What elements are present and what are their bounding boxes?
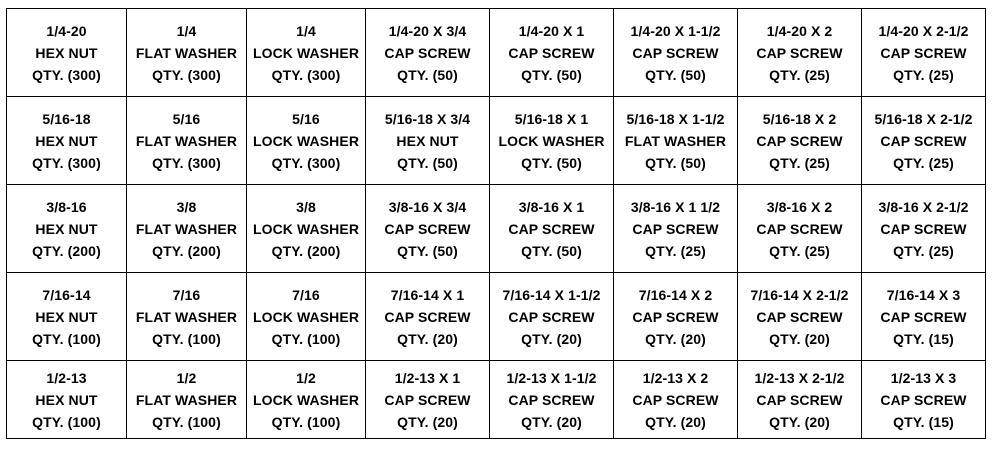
hardware-label-cell (490, 361, 614, 439)
label-type: LOCK WASHER (498, 132, 605, 149)
label-size: 7/16 (292, 286, 320, 303)
label-size: 3/8-16 X 2 (766, 198, 833, 215)
grid-body (7, 9, 986, 439)
label-size: 1/4-20 (46, 22, 87, 39)
label-type: CAP SCREW (756, 44, 843, 61)
label-type: CAP SCREW (632, 220, 719, 237)
label-size: 5/16 (292, 110, 320, 127)
label-qty: QTY. (20) (645, 330, 706, 347)
label-size: 3/8-16 X 1 1/2 (630, 198, 721, 215)
hardware-label-cell (738, 185, 862, 273)
label-qty: QTY. (20) (397, 413, 458, 430)
label-type: HEX NUT (35, 391, 98, 408)
label-type: FLAT WASHER (135, 308, 238, 325)
label-qty: QTY. (50) (397, 66, 458, 83)
label-size: 1/4 (296, 22, 316, 39)
label-qty: QTY. (25) (893, 154, 954, 171)
label-qty: QTY. (200) (152, 242, 221, 259)
hardware-label-grid (6, 8, 986, 439)
hardware-label-cell (127, 273, 247, 361)
hardware-label-cell (7, 273, 127, 361)
hardware-label-cell (366, 361, 490, 439)
label-qty: QTY. (100) (32, 330, 101, 347)
label-type: LOCK WASHER (252, 391, 360, 408)
label-size: 7/16 (172, 286, 201, 303)
label-size: 5/16 (172, 110, 201, 127)
label-size: 5/16-18 X 3/4 (384, 110, 471, 127)
label-type: CAP SCREW (756, 220, 843, 237)
hardware-label-cell (614, 361, 738, 439)
label-type: CAP SCREW (756, 308, 843, 325)
label-qty: QTY. (300) (271, 154, 341, 171)
label-size: 7/16-14 X 1-1/2 (502, 286, 601, 303)
hardware-label-cell (366, 9, 490, 97)
label-type: LOCK WASHER (252, 308, 360, 325)
label-size: 3/8-16 X 3/4 (388, 198, 467, 215)
label-size: 1/2 (176, 369, 197, 386)
label-qty: QTY. (300) (32, 66, 101, 83)
hardware-label-cell (127, 97, 247, 185)
hardware-label-cell (247, 273, 366, 361)
label-size: 5/16-18 X 1-1/2 (626, 110, 725, 127)
label-qty: QTY. (15) (893, 413, 954, 430)
hardware-label-cell (490, 9, 614, 97)
label-qty: QTY. (200) (32, 242, 101, 259)
label-size: 3/8 (176, 198, 197, 215)
label-qty: QTY. (100) (152, 413, 221, 430)
hardware-label-cell (247, 9, 366, 97)
label-size: 5/16-18 X 1 (514, 110, 589, 127)
label-type: CAP SCREW (384, 391, 471, 408)
hardware-label-cell (490, 185, 614, 273)
hardware-label-cell (862, 361, 986, 439)
label-qty: QTY. (20) (645, 413, 706, 430)
label-type: FLAT WASHER (135, 44, 238, 61)
hardware-label-cell (738, 273, 862, 361)
label-qty: QTY. (300) (32, 154, 101, 171)
label-size: 7/16-14 X 1 (390, 286, 465, 303)
hardware-label-cell (738, 97, 862, 185)
label-size: 3/8-16 X 2-1/2 (878, 198, 969, 215)
label-size: 5/16-18 X 2-1/2 (874, 110, 973, 127)
label-type: CAP SCREW (508, 391, 595, 408)
hardware-label-cell (127, 185, 247, 273)
label-type: HEX NUT (35, 132, 98, 149)
label-size: 7/16-14 X 2-1/2 (750, 286, 849, 303)
label-type: CAP SCREW (632, 308, 719, 325)
hardware-label-cell (127, 361, 247, 439)
label-size: 1/2-13 X 2-1/2 (754, 369, 845, 386)
label-qty: QTY. (25) (893, 66, 954, 83)
label-type: CAP SCREW (756, 391, 843, 408)
label-qty: QTY. (20) (769, 413, 830, 430)
table-row (7, 185, 986, 273)
label-type: HEX NUT (396, 132, 459, 149)
hardware-label-cell (7, 9, 127, 97)
label-size: 1/2-13 X 1-1/2 (506, 369, 597, 386)
label-size: 1/2-13 (46, 369, 87, 386)
label-type: CAP SCREW (632, 391, 719, 408)
label-size: 1/2 (296, 369, 316, 386)
label-qty: QTY. (50) (645, 66, 706, 83)
table-row (7, 361, 986, 439)
label-qty: QTY. (20) (769, 330, 830, 347)
label-size: 1/2-13 X 2 (642, 369, 709, 386)
label-size: 5/16-18 X 2 (762, 110, 837, 127)
label-qty: QTY. (200) (271, 242, 341, 259)
label-type: LOCK WASHER (252, 132, 360, 149)
hardware-label-cell (366, 185, 490, 273)
hardware-label-cell (366, 97, 490, 185)
label-type: CAP SCREW (880, 391, 967, 408)
label-size: 1/4-20 X 1 (518, 22, 585, 39)
hardware-label-cell (862, 273, 986, 361)
label-qty: QTY. (15) (893, 330, 954, 347)
label-type: FLAT WASHER (135, 220, 238, 237)
hardware-label-cell (247, 185, 366, 273)
label-type: CAP SCREW (632, 44, 719, 61)
label-qty: QTY. (300) (152, 154, 221, 171)
label-type: CAP SCREW (508, 220, 595, 237)
label-qty: QTY. (20) (397, 330, 458, 347)
label-type: FLAT WASHER (135, 391, 238, 408)
label-type: CAP SCREW (384, 220, 471, 237)
hardware-label-cell (7, 97, 127, 185)
label-type: LOCK WASHER (252, 220, 360, 237)
label-size: 3/8-16 X 1 (518, 198, 585, 215)
hardware-label-cell (862, 9, 986, 97)
hardware-label-cell (738, 361, 862, 439)
label-qty: QTY. (50) (521, 242, 582, 259)
label-size: 1/4-20 X 2-1/2 (878, 22, 969, 39)
label-type: CAP SCREW (384, 44, 471, 61)
label-size: 3/8 (296, 198, 316, 215)
hardware-label-cell (614, 273, 738, 361)
label-size: 1/2-13 X 3 (890, 369, 957, 386)
label-qty: QTY. (100) (271, 330, 341, 347)
hardware-label-cell (490, 97, 614, 185)
label-qty: QTY. (25) (769, 242, 830, 259)
hardware-label-cell (490, 273, 614, 361)
label-qty: QTY. (300) (152, 66, 221, 83)
label-qty: QTY. (100) (271, 413, 341, 430)
label-qty: QTY. (25) (645, 242, 706, 259)
label-qty: QTY. (50) (521, 154, 582, 171)
label-size: 1/2-13 X 1 (394, 369, 461, 386)
label-type: FLAT WASHER (624, 132, 727, 149)
label-size: 1/4-20 X 2 (766, 22, 833, 39)
label-qty: QTY. (50) (397, 242, 458, 259)
label-size: 1/4-20 X 3/4 (388, 22, 467, 39)
hardware-label-cell (738, 9, 862, 97)
label-type: LOCK WASHER (252, 44, 360, 61)
label-type: HEX NUT (35, 44, 98, 61)
hardware-label-cell (862, 97, 986, 185)
hardware-label-cell (862, 185, 986, 273)
table-row (7, 9, 986, 97)
hardware-label-cell (7, 361, 127, 439)
label-type: HEX NUT (35, 308, 98, 325)
hardware-label-cell (247, 97, 366, 185)
table-row (7, 273, 986, 361)
label-qty: QTY. (50) (645, 154, 706, 171)
label-size: 1/4-20 X 1-1/2 (630, 22, 721, 39)
label-type: HEX NUT (35, 220, 98, 237)
label-qty: QTY. (25) (893, 242, 954, 259)
label-qty: QTY. (25) (769, 66, 830, 83)
label-size: 5/16-18 (42, 110, 91, 127)
label-size: 7/16-14 X 3 (886, 286, 961, 303)
hardware-label-cell (614, 9, 738, 97)
hardware-label-cell (366, 273, 490, 361)
hardware-label-cell (247, 361, 366, 439)
label-qty: QTY. (50) (397, 154, 458, 171)
hardware-label-cell (614, 97, 738, 185)
label-type: CAP SCREW (508, 44, 595, 61)
label-type: CAP SCREW (880, 44, 967, 61)
label-type: CAP SCREW (880, 308, 967, 325)
label-qty: QTY. (300) (271, 66, 341, 83)
label-size: 3/8-16 (46, 198, 87, 215)
label-type: CAP SCREW (508, 308, 595, 325)
hardware-label-cell (127, 9, 247, 97)
table-row (7, 97, 986, 185)
label-type: CAP SCREW (880, 132, 967, 149)
label-qty: QTY. (100) (32, 413, 101, 430)
label-size: 7/16-14 (42, 286, 91, 303)
label-qty: QTY. (50) (521, 66, 582, 83)
label-type: CAP SCREW (384, 308, 471, 325)
label-qty: QTY. (20) (521, 330, 582, 347)
label-qty: QTY. (25) (769, 154, 830, 171)
label-qty: QTY. (20) (521, 413, 582, 430)
label-type: CAP SCREW (880, 220, 967, 237)
hardware-label-cell (7, 185, 127, 273)
label-size: 1/4 (176, 22, 197, 39)
label-type: FLAT WASHER (135, 132, 238, 149)
hardware-label-cell (614, 185, 738, 273)
label-type: CAP SCREW (756, 132, 843, 149)
label-qty: QTY. (100) (152, 330, 221, 347)
label-size: 7/16-14 X 2 (638, 286, 713, 303)
